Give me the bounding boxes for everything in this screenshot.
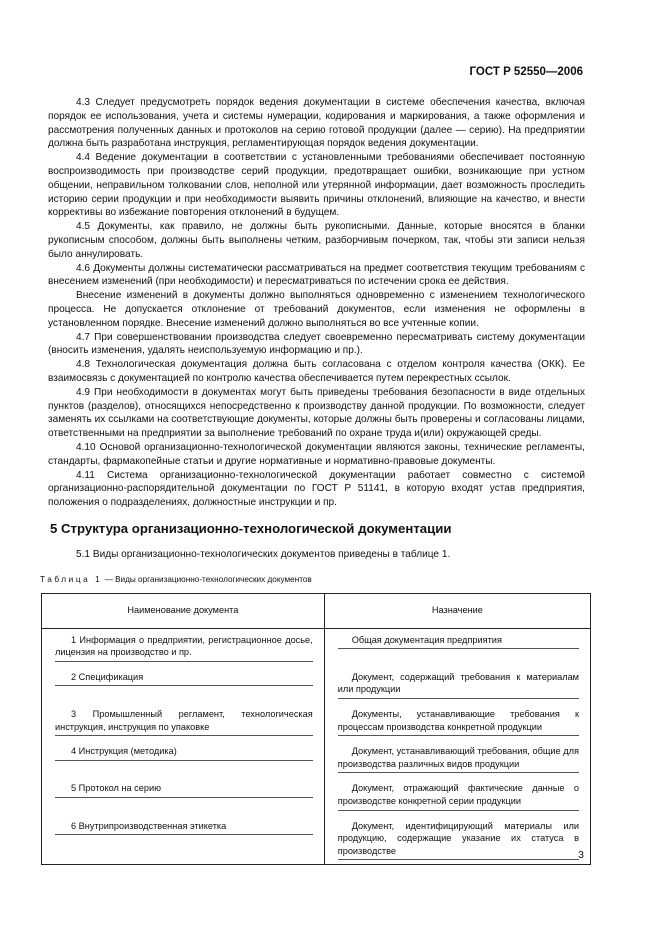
page-body — [40, 96, 585, 865]
table-cell-name — [42, 628, 325, 666]
section-intro: 5.1 Виды организационно-технологических документов приведены в таблице 1. — [76, 548, 451, 560]
table-header-name: Наименование документа — [42, 593, 325, 628]
paragraph-4-9: 4.9 При необходимости в документах могут быть приведены требования безопасности в виде отдельных пунктов (разделов), относящихся непосредственно к производству данной продукции. По возможности, следует заменять их ссылками на соответствующие документы, которые должны быть проверены и согласованы лицами, ответственными на предприятии за выполнение требований по охране труда и(или) окружающей среды. — [48, 386, 585, 440]
table-cell-purpose — [324, 740, 590, 777]
table-caption — [40, 574, 585, 585]
table-cell-text: Документ, содержащий требования к материалам или продукции — [338, 671, 579, 699]
table-cell-text: Документ, устанавливающий требования, общие для производства различных видов продукции — [338, 745, 579, 773]
table-cell-purpose — [324, 703, 590, 740]
paragraph-4-7: 4.7 При совершенствовании производства следует своевременно пересматривать систему документации (вносить изменения, удалять неиспользуемую информацию и пр.). — [48, 331, 585, 357]
document-types-table — [41, 593, 591, 866]
table-caption-text: — Виды организационно-технологических документов — [102, 574, 312, 584]
table-row — [42, 703, 591, 740]
table-row — [42, 666, 591, 703]
document-header: ГОСТ Р 52550—2006 — [469, 66, 583, 78]
table-header-row — [42, 593, 591, 628]
table-cell-text: 3 Промышленный регламент, технологическая инструкция, инструкция по упаковке — [55, 708, 313, 736]
table-cell-name — [42, 703, 325, 740]
paragraph-4-11: 4.11 Система организационно-технологической документации работает совместно с системой организационно-распорядительной документации по ГОСТ Р 51141, в которую входят устав предприятия, положения о подразделениях, должностные инструкции и пр. — [48, 469, 585, 509]
table-cell-text: 2 Спецификация — [55, 671, 313, 687]
paragraph-4-5: 4.5 Документы, как правило, не должны быть рукописными. Данные, которые вносятся в бланки рукописным способом, должны быть выполнены четким, разборчивым почерком, так, чтобы эти записи нельзя было аннулировать. — [48, 221, 585, 260]
paragraph-4-4: 4.4 Ведение документации в соответствии с установленными требованиями обеспечивает постоянную воспроизводимость при производстве серий продукции, предотвращает ошибки, возникающие при устном общении, неправильном толковании слов, неполной или утерянной информации, дает возможность проследить историю серии продукции и при необходимости выявить причины отклонений, влияющие на качество, и внести коррективы во избежание повторения отклонений в будущем. — [48, 152, 585, 219]
table-cell-text: Документ, отражающий фактические данные о производстве конкретной серии продукции — [338, 782, 579, 810]
table-cell-name — [42, 740, 325, 777]
paragraph-4-3: 4.3 Следует предусмотреть порядок ведения документации в системе обеспечения качества, включая порядок ее использования, учета и системы нумерации, кодирования и маркирования, а также оформления и рассмотрения полученных данных и протоколов на серию готовой продукции (далее — серию). На предприятии должна быть разработана инструкция, регламентирующая порядок ведения документации. — [48, 97, 585, 150]
table-caption-label: Таблица 1 — [40, 574, 103, 584]
table-cell-purpose — [324, 777, 590, 814]
section-heading: 5 Структура организационно-технологической документации — [50, 520, 452, 536]
table-cell-purpose — [324, 628, 590, 666]
table-cell-purpose — [324, 815, 590, 865]
table-cell-name — [42, 777, 325, 814]
table-row — [42, 740, 591, 777]
table-cell-text: 6 Внутрипроизводственная этикетка — [55, 820, 313, 836]
table-header-purpose: Назначение — [324, 593, 590, 628]
table-cell-text: Документ, идентифицирующий материалы или продукцию, содержащие указание их статуса в производстве — [338, 820, 579, 861]
table-cell-text: 4 Инструкция (методика) — [55, 745, 313, 761]
table-cell-name — [42, 815, 325, 865]
table-row — [42, 777, 591, 814]
table-cell-text: 5 Протокол на серию — [55, 782, 313, 798]
table-cell-name — [42, 666, 325, 703]
table-row — [42, 628, 591, 666]
table-cell-text: Общая документация предприятия — [338, 634, 579, 650]
table-cell-purpose — [324, 666, 590, 703]
table-cell-text: 1 Информация о предприятии, регистрационное досье, лицензия на производство и пр. — [55, 634, 313, 662]
paragraph-4-6: 4.6 Документы должны систематически рассматриваться на предмет соответствия текущим требованиям с внесением изменений (при необходимости) и пересматриваться по истечении срока ее действия. — [48, 262, 585, 288]
page-number: 3 — [578, 849, 584, 861]
table-row — [42, 815, 591, 865]
paragraph-4-10: 4.10 Основой организационно-технологической документации являются законы, технические регламенты, стандарты, фармакопейные статьи и другие нормативные и нормативно-правовые документы. — [48, 441, 585, 467]
paragraph-4-8: 4.8 Технологическая документация должна быть согласована с отделом контроля качества (ОКК). Ее взаимосвязь с документацией по контролю качества обеспечивается путем перекрестных ссылок. — [48, 359, 585, 384]
paragraph-changes: Внесение изменений в документы должно выполняться одновременно с изменением технологического процесса. Не допускается отклонение от требований документов, если изменения не оформлены в установленном порядке. Внесение изменений должно выполняться во все учтенные копии. — [48, 290, 585, 329]
table-cell-text: Документы, устанавливающие требования к процессам производства конкретной продукции — [338, 708, 579, 736]
